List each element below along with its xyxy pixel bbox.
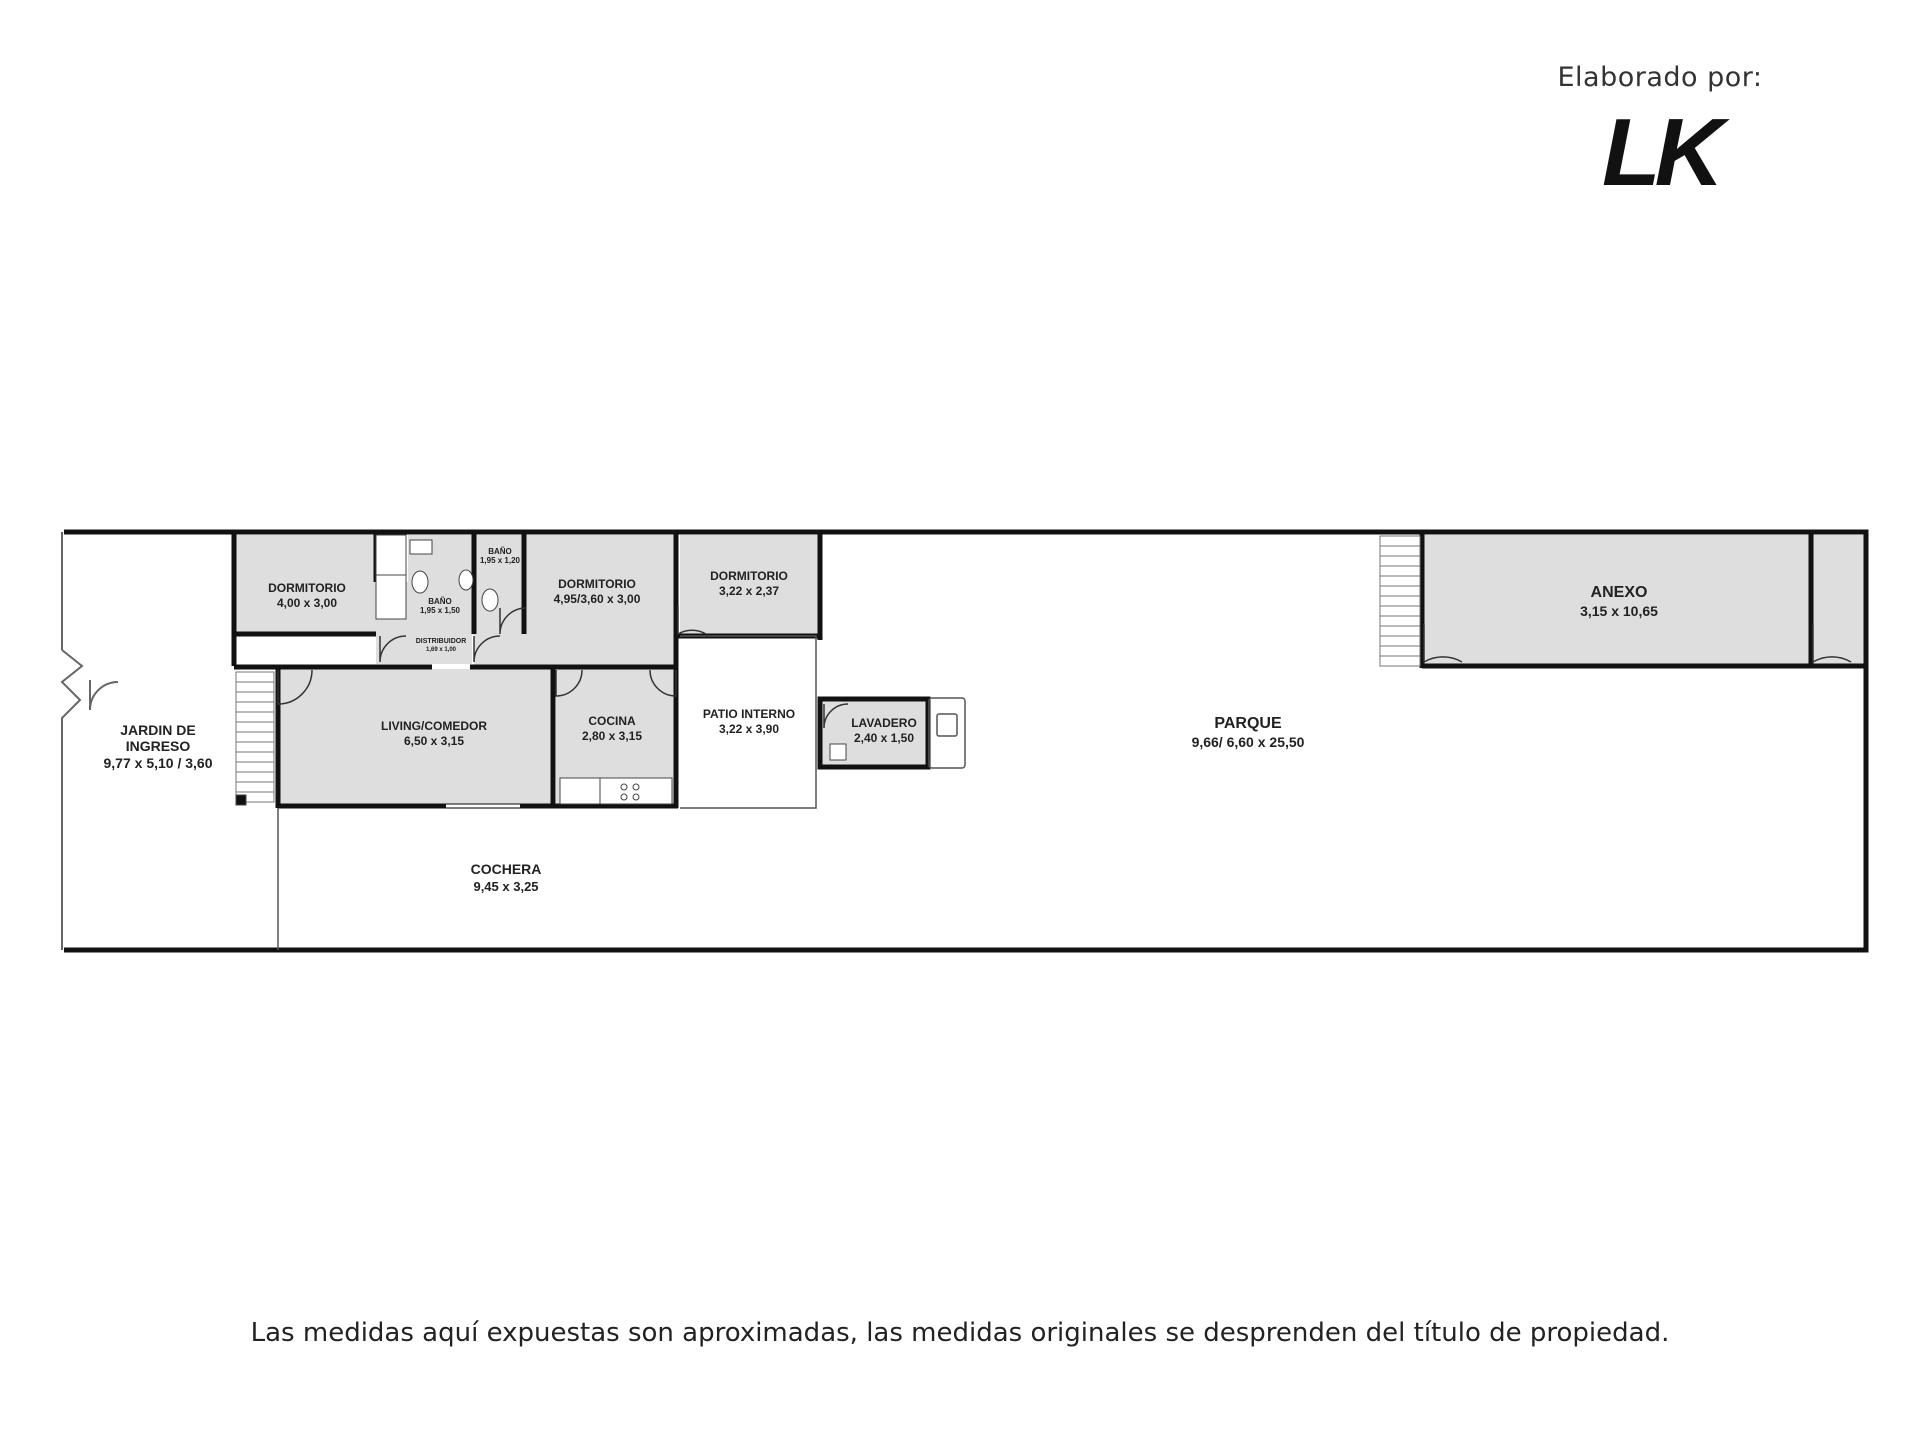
room-patio-name: PATIO INTERNO — [702, 707, 796, 721]
room-dorm1-dims: 4,00 x 3,00 — [276, 596, 338, 610]
fence-gate — [62, 650, 82, 735]
room-anexo-name: ANEXO — [1590, 584, 1648, 601]
room-lavadero-dims: 2,40 x 1,50 — [853, 731, 915, 745]
laundry-machine — [830, 744, 846, 760]
room-living-dims: 6,50 x 3,15 — [403, 734, 465, 748]
closet-1 — [376, 535, 406, 575]
disclaimer-text: Las medidas aquí expuestas son aproximadas, las medidas originales se desprenden del título de propiedad. — [250, 1318, 1670, 1348]
room-cocina-dims: 2,80 x 3,15 — [581, 729, 643, 743]
bath-toilet-2 — [482, 589, 498, 611]
room-bano1-name: BAÑO — [428, 597, 452, 606]
room-bano2-name: BAÑO — [488, 547, 512, 556]
stairs-living — [236, 672, 274, 802]
left-fence — [62, 532, 118, 950]
room-cocina-name: COCINA — [588, 714, 636, 728]
room-jardin-dims: 9,77 x 5,10 / 3,60 — [103, 755, 213, 771]
room-cochera-dims: 9,45 x 3,25 — [473, 879, 539, 894]
room-distribuidor-dims: 1,69 x 1,00 — [425, 647, 457, 653]
credit-label: Elaborado por: — [1557, 62, 1763, 93]
bath-toilet-1 — [412, 571, 428, 593]
stove-burner-1 — [621, 784, 627, 790]
stove-burner-3 — [621, 794, 627, 800]
room-living-name: LIVING/COMEDOR — [380, 719, 488, 733]
room-parque-dims: 9,66/ 6,60 x 25,50 — [1191, 734, 1305, 750]
room-patio-dims: 3,22 x 3,90 — [718, 722, 780, 736]
stove-burner-2 — [633, 784, 639, 790]
closet-2 — [376, 575, 406, 619]
lavadero-sink — [929, 698, 965, 768]
room-bano2-dims: 1,95 x 1,20 — [479, 556, 521, 565]
lk-logo: LK — [1602, 99, 1718, 206]
room-distribuidor-name: DISTRIBUIDOR — [415, 638, 467, 645]
room-lavadero-name: LAVADERO — [851, 716, 917, 730]
room-dorm2-name: DORMITORIO — [558, 577, 636, 591]
kitchen-counter — [560, 778, 672, 804]
stairs-anexo — [1380, 536, 1420, 666]
bath-sink-2 — [459, 570, 473, 590]
room-parque-name: PARQUE — [1214, 715, 1282, 732]
gate-door-swing — [90, 680, 118, 710]
room-bano1-dims: 1,95 x 1,50 — [419, 606, 461, 615]
room-dorm3-name: DORMITORIO — [710, 569, 788, 583]
room-jardin-name: JARDIN DE — [120, 722, 196, 738]
stove-burner-4 — [633, 794, 639, 800]
room-dorm1-name: DORMITORIO — [268, 581, 346, 595]
column — [236, 795, 246, 805]
room-cochera-name: COCHERA — [470, 861, 542, 877]
lavadero-sink-basin — [937, 714, 957, 736]
room-dorm2-dims: 4,95/3,60 x 3,00 — [553, 592, 641, 606]
bath-sink-1 — [410, 540, 432, 554]
room-anexo-dims: 3,15 x 10,65 — [1580, 603, 1658, 619]
room-dorm3-dims: 3,22 x 2,37 — [718, 584, 780, 598]
room-jardin-name2: INGRESO — [125, 738, 191, 754]
